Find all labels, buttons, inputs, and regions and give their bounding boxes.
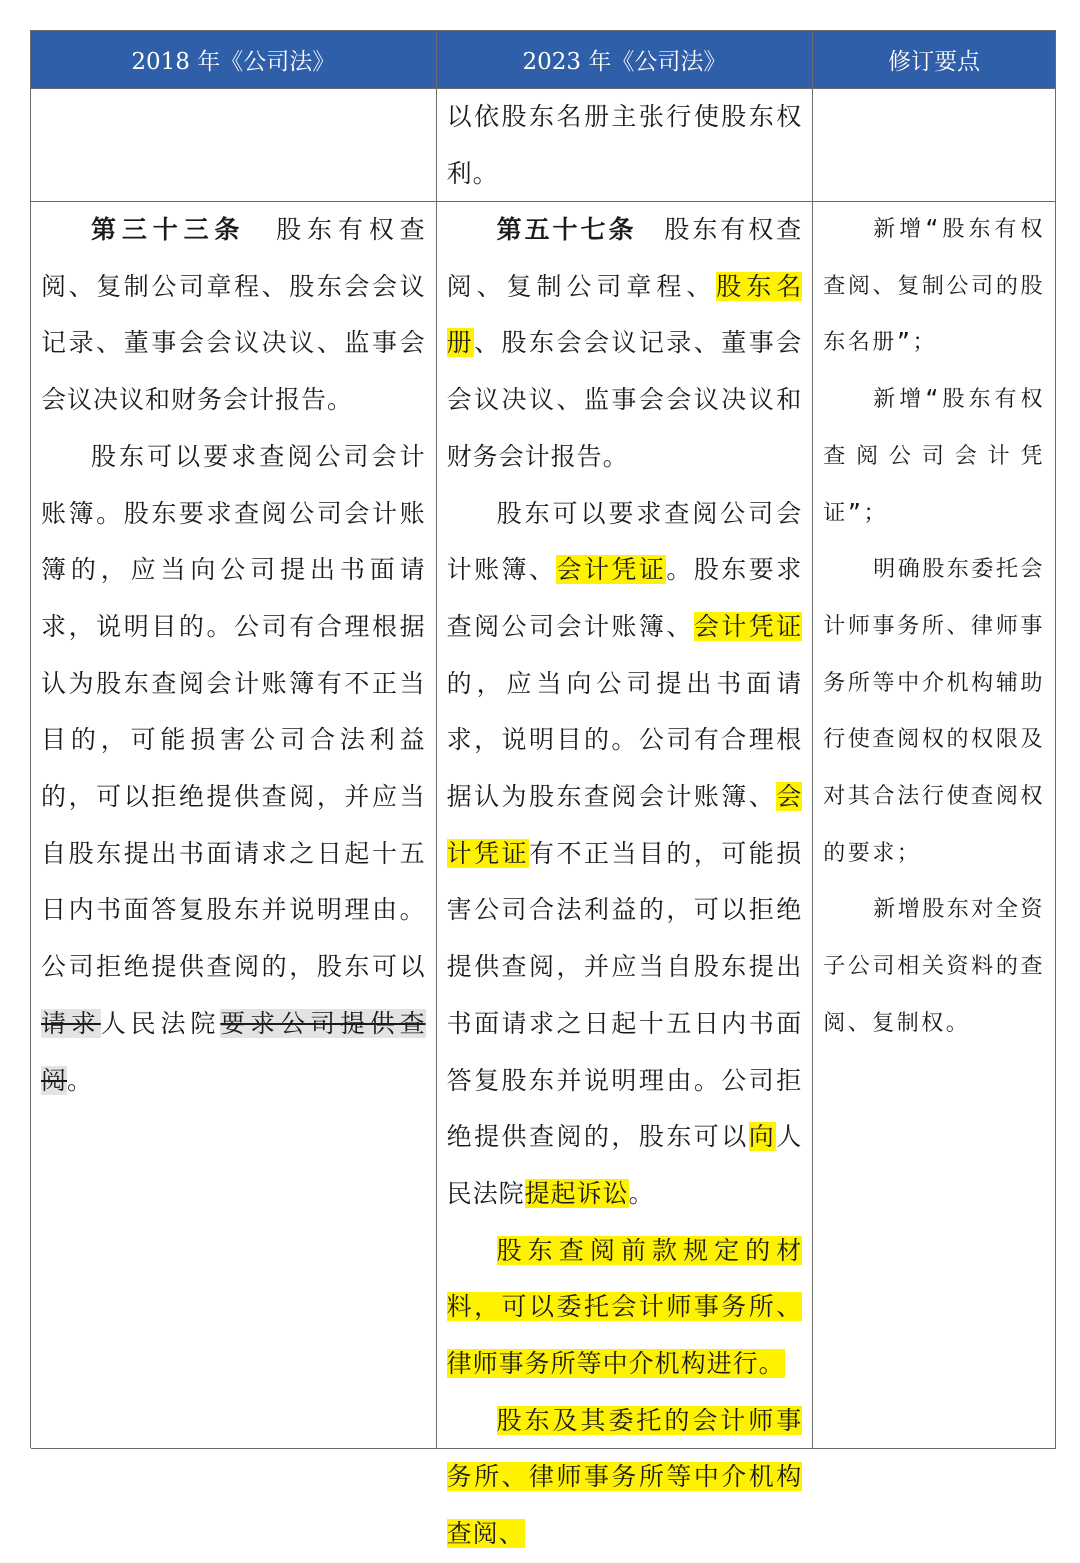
revision-note-3: 明确股东委托会计师事务所、律师事务所等中介机构辅助行使查阅权的权限及对其合法行使查阅权的要求； [823, 557, 1045, 866]
highlighted-text: 股东名册 [446, 271, 803, 358]
header-2023-law: 2023 年《公司法》 [437, 31, 814, 88]
table-row [31, 89, 1056, 202]
highlighted-text: 提起诉讼 [524, 1178, 629, 1208]
cell-notes-continued [813, 89, 1056, 201]
cell-revision-notes [813, 202, 1056, 1448]
revision-note-4: 新增股东对全资子公司相关资料的查阅、复制权。 [823, 897, 1045, 1036]
highlighted-text: 会计凭证 [693, 611, 803, 641]
deleted-text: 要求公司提供查阅 [41, 1008, 426, 1095]
new-article-paragraph-2: 股东可以要求查阅公司会计账簿、会计凭证。股东要求查阅公司会计账簿、会计凭证的，应当向公司提出书面请求，说明目的。公司有合理根据认为股东查阅会计账簿、会计凭证有不正当目的，可能损害公司合法利益的，可以拒绝提供查阅，并应当自股东提出书面请求之日起十五日内书面答复股东并说明理由。公司拒绝提供查阅的，股东可以向人民法院提起诉讼。 [446, 498, 803, 1208]
highlighted-text: 会计凭证 [446, 782, 803, 868]
cell-2023-article [437, 202, 814, 1549]
new-article-paragraph-3 [437, 1223, 813, 1393]
revision-note-1: 新增“股东有权查阅、复制公司的股东名册”； [823, 217, 1045, 356]
deleted-text: 请求 [41, 1008, 101, 1038]
highlighted-text: 股东查阅前款规定的材料，可以委托会计师事务所、律师事务所等中介机构进行。 [446, 1235, 803, 1379]
table-row [31, 202, 1056, 1549]
comparison-table [30, 30, 1056, 1549]
old-article-paragraph-1: 第三十三条 股东有权查阅、复制公司章程、股东会会议记录、董事会会议决议、监事会会议决议和财务会计报告。 [41, 215, 426, 415]
header-revision-points: 修订要点 [813, 31, 1056, 88]
revision-note-2: 新增“股东有权查阅公司会计凭证”； [823, 387, 1045, 526]
cell-2018-continued [31, 89, 437, 201]
new-article-paragraph-4 [437, 1393, 813, 1563]
continued-text: 以依股东名册主张行使股东权利。 [446, 102, 803, 188]
old-article-paragraph-2: 股东可以要求查阅公司会计账簿。股东要求查阅公司会计账簿的，应当向公司提出书面请求，说明目的。公司有合理根据认为股东查阅会计账簿有不正当目的，可能损害公司合法利益的，可以拒绝提供查阅，并应当自股东提出书面请求之日起十五日内书面答复股东并说明理由。公司拒绝提供查阅的，股东可以请求人民法院要求公司提供查阅。 [41, 441, 426, 1095]
table-header [31, 31, 1056, 89]
highlighted-text: 向 [748, 1122, 777, 1152]
cell-2018-article [31, 202, 437, 1448]
highlighted-text: 会计凭证 [556, 555, 667, 585]
cell-2023-continued [437, 89, 814, 201]
header-2018-law: 2018 年《公司法》 [31, 31, 437, 88]
new-article-paragraph-1: 第五十七条 股东有权查阅、复制公司章程、股东名册、股东会会议记录、董事会会议决议、监事会会议决议和财务会计报告。 [446, 215, 803, 471]
highlighted-text: 股东及其委托的会计师事务所、律师事务所等中介机构查阅、 [446, 1405, 803, 1549]
new-article-number: 第五十七条 [496, 215, 637, 244]
old-article-number: 第三十三条 [91, 215, 246, 244]
